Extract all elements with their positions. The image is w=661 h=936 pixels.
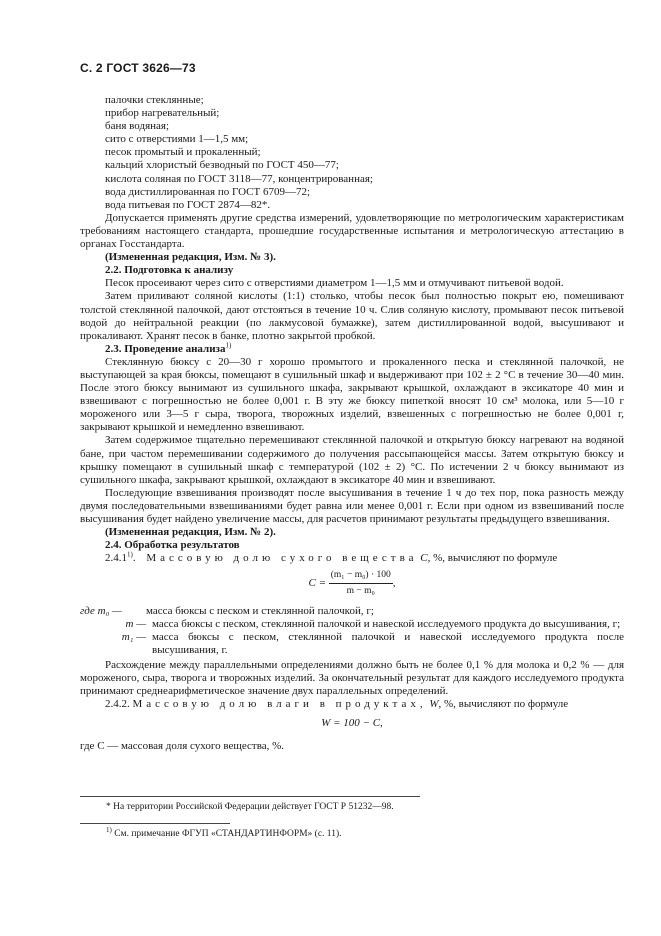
section-2-4-1-rest: , %, вычисляют по формуле (427, 552, 558, 565)
section-2-4-2-number: 2.4.2. (105, 698, 130, 711)
section-2-3-paragraph-1: Стеклянную бюксу с 20—30 г хорошо промытого и прокаленного песка и стеклянной палочкой, не выступающей за края бюксы, помещают в сушильный шкаф и выдерживают при 102 ± 2 °С в течение 30—40 мин. После этого бюксу вынимают из сушильного шкафа, закрывают крышкой, охлаждают в эксикаторе 40 мин и взвешивают с погрешностью не более 0,001 г. В эту же бюксу пипеткой вносят 10 см³ молока, или 5—10 г мороженого или 3—5 г сыра, творога, творожных изделий, взвешенных с погрешностью не более 0,001 г, закрывают крышкой и немедленно взвешивают. (80, 355, 624, 434)
equipment-list-item: вода питьевая по ГОСТ 2874—82*. (105, 198, 271, 211)
equipment-list-item: сито с отверстиями 1—1,5 мм; (105, 133, 249, 146)
section-2-3-heading (80, 343, 624, 356)
section-2-2-paragraph-1: Песок просеивают через сито с отверстиями диаметром 1—1,5 мм и отмучивают питьевой водой. (105, 277, 564, 290)
footnote-divider (80, 796, 420, 797)
formula-legend (80, 605, 624, 657)
equipment-list (105, 94, 624, 212)
formula-fraction (329, 569, 393, 598)
equipment-list-item: кислота соляная по ГОСТ 3118—77, концентрированная; (105, 172, 373, 185)
legend-symbol: где m₀ — (80, 604, 122, 617)
variable-w: W (429, 698, 439, 711)
section-2-4-2 (80, 698, 624, 711)
formula-dry-matter (80, 569, 624, 598)
formula-moisture: W = 100 − С, (321, 717, 383, 730)
footnote-star: * На территории Российской Федерации действует ГОСТ Р 51232—98. (106, 802, 394, 812)
legend-row (80, 631, 624, 657)
equipment-list-item: кальций хлористый безводный по ГОСТ 450—77; (105, 159, 339, 172)
section-2-4-1-number: 2.4.1 (105, 552, 127, 565)
edit-note-2: (Измененная редакция, Изм. № 2). (105, 526, 276, 539)
paragraph-allowed: Допускается применять другие средства измерений, удовлетворяющие по метрологическим характеристикам требованиям настоящего стандарта, прошедшие государственные испытания и метрологическую аттестацию в органах Госстандарта. (80, 211, 624, 251)
formula-lhs: С = (308, 577, 326, 590)
page-header: С. 2 ГОСТ 3626—73 (80, 61, 196, 75)
section-2-4-2-rest: , %, вычисляют по формуле (438, 698, 569, 711)
formula-moisture-legend: где С — массовая доля сухого вещества, %. (80, 740, 285, 753)
section-2-2-title: 2.2. Подготовка к анализу (105, 264, 234, 277)
paragraph-discrepancy: Расхождение между параллельными определениями должно быть не более 0,1 % для молока и 0,2 % — для мороженого, сыра, творога и творожных изделий. За окончательный результат для каждого исследуемого продукта принимают среднеарифметическое значение двух параллельных определений. (80, 658, 624, 698)
legend-row (80, 605, 624, 618)
section-2-3-title: 2.3. Проведение анализа (105, 342, 226, 355)
formula-denominator: m − m₀ (346, 586, 375, 597)
equipment-list-item: баня водяная; (105, 120, 170, 133)
legend-text: масса бюксы с песком и стеклянной палочкой, г; (146, 604, 374, 617)
equipment-list-item: вода дистиллированная по ГОСТ 6709—72; (105, 185, 311, 198)
section-2-4-1 (80, 552, 624, 565)
footnote-1 (106, 825, 342, 839)
equipment-list-item: прибор нагревательный; (105, 107, 220, 120)
edit-note-3: (Измененная редакция, Изм. № 3). (105, 251, 276, 264)
section-2-2-paragraph-2: Затем приливают соляной кислоты (1:1) столько, чтобы песок был полностью покрыт ею, помешивают толстой стеклянной палочкой, дают отстояться в течение 10 ч. Слив соляную кислоту, промывают песок питьевой водой до нейтральной реакции (по лакмусовой бумажке), затем дистиллированной водой, высушивают и прокаливают. Хранят песок в банке, плотно закрытой пробкой. (80, 290, 624, 342)
section-2-3-paragraph-2: Затем содержимое тщательно перемешивают стеклянной палочкой и открытую бюксу нагревают на водяной бане, при частом перемешивании содержимого до получения рассыпающейся массы. Затем открытую бюксу и крышку помещают в сушильный шкаф с температурой (102 ± 2) °С. По истечении 2 ч бюксу вынимают из сушильного шкафа, закрывают крышкой, охлаждают в эксикаторе 40 мин и взвешивают. (80, 434, 624, 486)
footnote-divider-2 (80, 823, 230, 824)
formula-numerator: (m₁ − m₀) · 100 (329, 569, 393, 584)
legend-symbol: m₁ — (121, 630, 146, 643)
legend-symbol: m — (125, 617, 146, 630)
section-2-4-1-term: . Массовую долю сухого вещества (132, 552, 418, 565)
footnote-1-text: См. примечание ФГУП «СТАНДАРТИНФОРМ» (с. 11). (114, 829, 342, 839)
section-2-4-title: 2.4. Обработка результатов (105, 539, 240, 552)
equipment-list-item: палочки стеклянные; (105, 94, 204, 106)
section-2-3-paragraph-3: Последующие взвешивания производят после высушивания в течение 1 ч до тех пор, пока разность между двумя последовательными взвешиваниями будет равна или менее 0,001 г. Если при одном из взвешиваний после высушивания будет найдено увеличение массы, для расчетов принимают результаты предыдущего взвешивания. (80, 486, 624, 525)
equipment-list-item: песок промытый и прокаленный; (105, 146, 261, 159)
document-body (80, 94, 624, 754)
footnote-ref: 1) (127, 550, 133, 559)
section-2-4-2-term: Массовую долю влаги в продуктах, (132, 698, 427, 711)
legend-text: масса бюксы с песком, стеклянной палочкой и навеской исследуемого продукта до высушивания, г; (152, 617, 621, 630)
legend-text: масса бюксы с песком, стеклянной палочкой и навеской исследуемого продукта после высушивания, г. (152, 630, 624, 656)
footnote-1-mark: 1) (106, 825, 112, 834)
variable-c: С (420, 552, 428, 565)
formula-tail: , (392, 577, 396, 590)
legend-row (80, 618, 624, 631)
footnote-ref: 1) (225, 341, 232, 350)
